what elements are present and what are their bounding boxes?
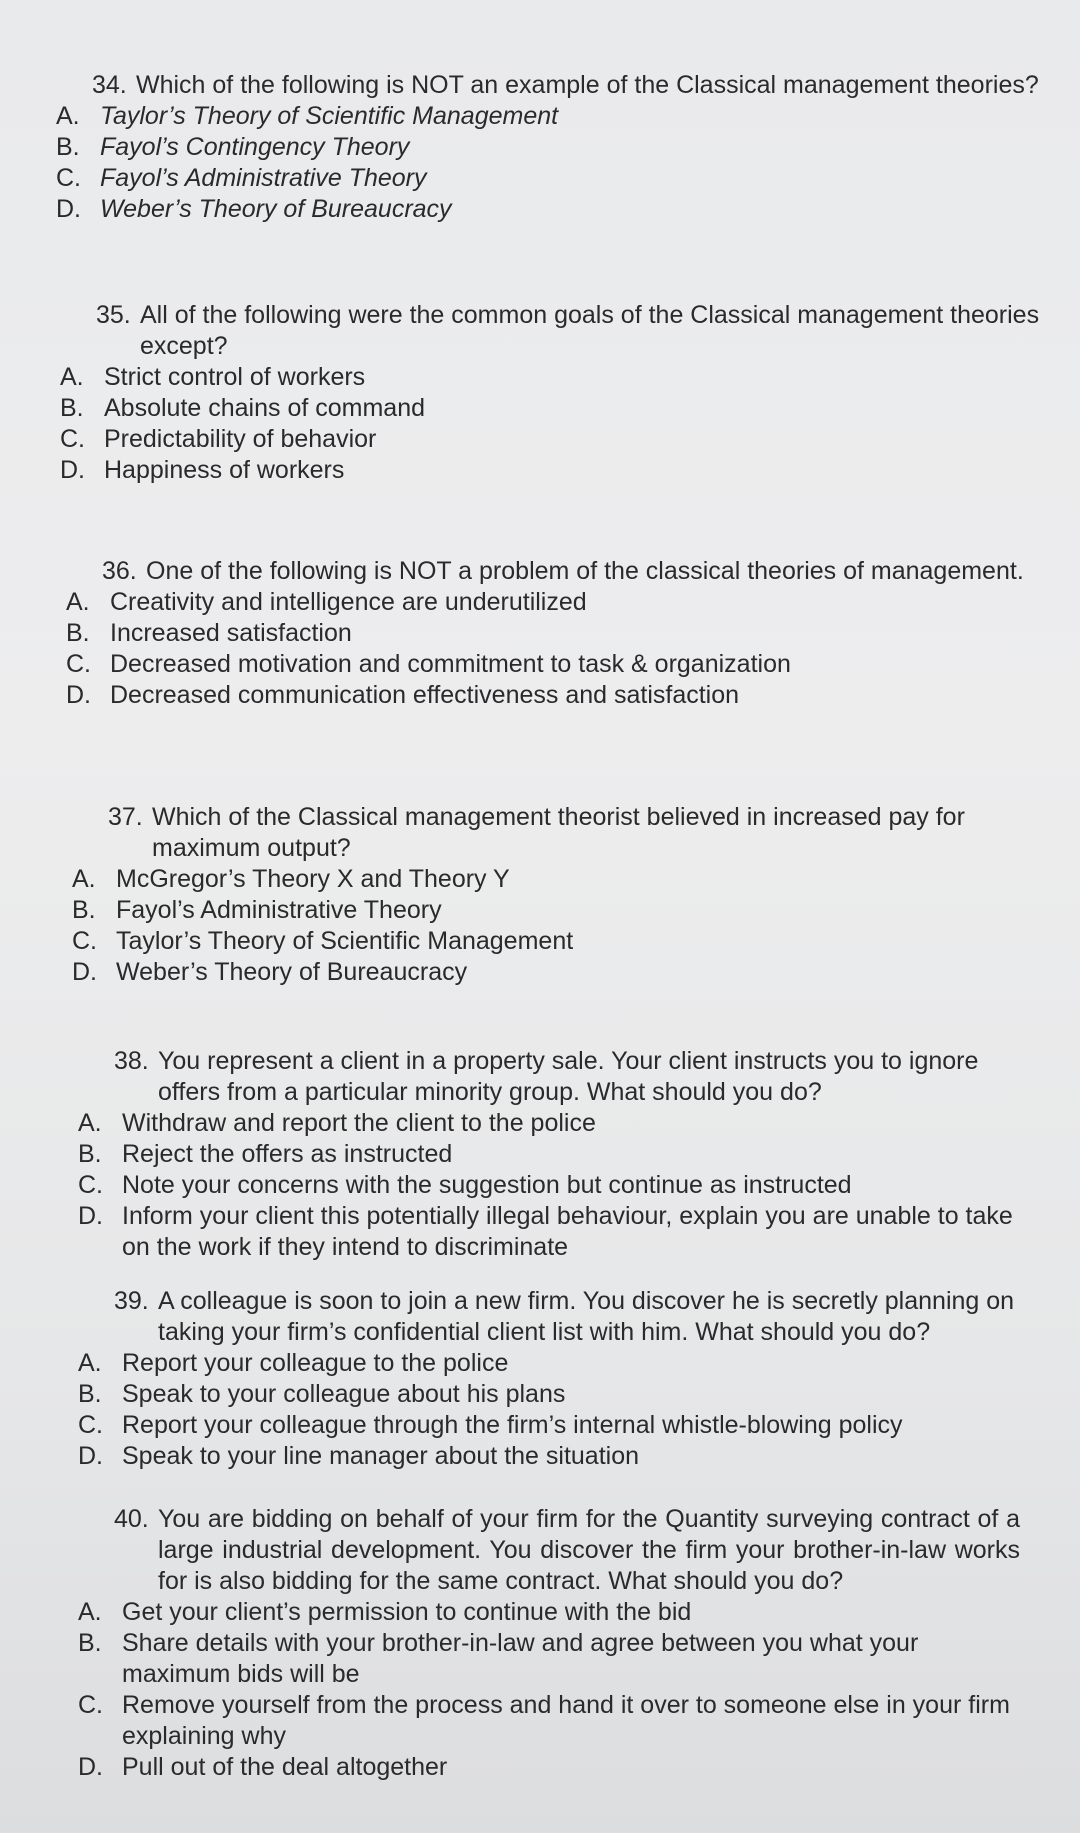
option-c xyxy=(60,424,1042,455)
option-letter: C. xyxy=(56,164,81,192)
question-36 xyxy=(66,556,1032,711)
option-text: Note your concerns with the suggestion but continue as instructed xyxy=(122,1171,852,1199)
option-text: Fayol’s Contingency Theory xyxy=(100,133,410,161)
option-letter: D. xyxy=(78,1753,103,1781)
option-letter: A. xyxy=(66,588,90,616)
option-text: Fayol’s Administrative Theory xyxy=(116,896,442,924)
question-number: 36. xyxy=(102,557,137,585)
option-letter: D. xyxy=(72,958,97,986)
option-list xyxy=(66,587,1032,711)
option-text: Inform your client this potentially illegal behaviour, explain you are unable to take on the work if they intend to discriminate xyxy=(122,1202,1013,1261)
option-d xyxy=(78,1201,1032,1263)
option-letter: D. xyxy=(78,1202,103,1230)
option-text: Taylor’s Theory of Scientific Management xyxy=(116,927,574,955)
option-a xyxy=(78,1108,1032,1139)
option-a xyxy=(78,1348,1032,1379)
option-letter: A. xyxy=(78,1349,102,1377)
option-text: Creativity and intelligence are underutilized xyxy=(110,588,587,616)
option-text: Get your client’s permission to continue with the bid xyxy=(122,1598,692,1626)
option-letter: B. xyxy=(60,394,84,422)
option-text: Increased satisfaction xyxy=(110,619,352,647)
option-list xyxy=(78,1348,1032,1472)
option-text: Speak to your line manager about the situation xyxy=(122,1442,640,1470)
option-list xyxy=(60,362,1042,486)
option-b xyxy=(60,393,1042,424)
option-letter: A. xyxy=(78,1598,102,1626)
question-40 xyxy=(78,1504,1020,1783)
option-text: Reject the offers as instructed xyxy=(122,1140,453,1168)
option-letter: B. xyxy=(78,1380,102,1408)
question-number: 38. xyxy=(114,1047,149,1075)
question-text: A colleague is soon to join a new firm. You discover he is secretly planning on taking your firm’s confidential client list with him. What should you do? xyxy=(158,1287,1015,1346)
option-letter: D. xyxy=(60,456,85,484)
option-letter: B. xyxy=(56,133,80,161)
option-text: Strict control of workers xyxy=(104,363,366,391)
option-letter: A. xyxy=(72,865,96,893)
option-letter: C. xyxy=(60,425,85,453)
option-d xyxy=(60,455,1042,486)
option-c xyxy=(56,163,1042,194)
question-number: 34. xyxy=(92,71,127,99)
question-stem xyxy=(102,556,1032,587)
option-c xyxy=(72,926,1038,957)
option-b xyxy=(66,618,1032,649)
option-text: Predictability of behavior xyxy=(104,425,377,453)
option-d xyxy=(78,1752,1020,1783)
option-d xyxy=(78,1441,1032,1472)
option-a xyxy=(78,1597,1020,1628)
option-b xyxy=(78,1379,1032,1410)
question-stem xyxy=(114,1504,1020,1597)
question-text: All of the following were the common goals of the Classical management theories except? xyxy=(140,301,1040,360)
option-text: Weber’s Theory of Bureaucracy xyxy=(116,958,468,986)
question-stem xyxy=(114,1286,1032,1348)
question-number: 40. xyxy=(114,1505,149,1533)
option-letter: A. xyxy=(56,102,80,130)
option-letter: B. xyxy=(72,896,96,924)
question-34 xyxy=(56,70,1042,225)
option-a xyxy=(66,587,1032,618)
option-text: Decreased communication effectiveness and satisfaction xyxy=(110,681,740,709)
option-text: Happiness of workers xyxy=(104,456,345,484)
option-letter: C. xyxy=(72,927,97,955)
option-text: Report your colleague to the police xyxy=(122,1349,509,1377)
option-a xyxy=(60,362,1042,393)
question-stem xyxy=(92,70,1042,101)
option-d xyxy=(66,680,1032,711)
option-letter: C. xyxy=(78,1691,103,1719)
option-c xyxy=(78,1170,1032,1201)
option-d xyxy=(72,957,1038,988)
question-stem xyxy=(108,802,1038,864)
option-text: Share details with your brother-in-law and agree between you what your maximum bids will be xyxy=(122,1629,919,1688)
question-number: 37. xyxy=(108,803,143,831)
option-b xyxy=(72,895,1038,926)
option-text: Speak to your colleague about his plans xyxy=(122,1380,566,1408)
option-a xyxy=(56,101,1042,132)
question-39 xyxy=(78,1286,1032,1472)
option-list xyxy=(72,864,1038,988)
question-number: 35. xyxy=(96,301,131,329)
option-letter: D. xyxy=(78,1442,103,1470)
option-c xyxy=(78,1690,1020,1752)
option-letter: B. xyxy=(66,619,90,647)
option-letter: A. xyxy=(60,363,84,391)
option-text: Taylor’s Theory of Scientific Management xyxy=(100,102,559,130)
option-text: Remove yourself from the process and hand it over to someone else in your firm explaining why xyxy=(122,1691,1010,1750)
question-text: You are bidding on behalf of your firm for the Quantity surveying contract of a large industrial development. You discover the firm your brother-in-law works for is also bidding for the same contract. What should you do? xyxy=(158,1505,1020,1595)
option-letter: C. xyxy=(78,1411,103,1439)
option-letter: B. xyxy=(78,1140,102,1168)
option-list xyxy=(78,1108,1032,1263)
question-text: One of the following is NOT a problem of the classical theories of management. xyxy=(146,557,1024,585)
option-text: Fayol’s Administrative Theory xyxy=(100,164,427,192)
option-a xyxy=(72,864,1038,895)
option-text: Absolute chains of command xyxy=(104,394,426,422)
option-list xyxy=(78,1597,1020,1783)
option-text: Report your colleague through the firm’s internal whistle-blowing policy xyxy=(122,1411,903,1439)
option-d xyxy=(56,194,1042,225)
option-text: Decreased motivation and commitment to task & organization xyxy=(110,650,791,678)
option-b xyxy=(78,1139,1032,1170)
option-c xyxy=(66,649,1032,680)
question-text: You represent a client in a property sale. Your client instructs you to ignore offers from a particular minority group. What should you do? xyxy=(158,1047,979,1106)
option-b xyxy=(78,1628,1020,1690)
option-letter: C. xyxy=(78,1171,103,1199)
question-37 xyxy=(72,802,1038,988)
option-c xyxy=(78,1410,1032,1441)
question-text: Which of the following is NOT an example of the Classical management theories? xyxy=(136,71,1039,99)
option-letter: B. xyxy=(78,1629,102,1657)
question-stem xyxy=(96,300,1042,362)
question-stem xyxy=(114,1046,1032,1108)
question-text: Which of the Classical management theorist believed in increased pay for maximum output? xyxy=(152,803,965,862)
option-letter: A. xyxy=(78,1109,102,1137)
question-35 xyxy=(60,300,1042,486)
question-number: 39. xyxy=(114,1287,149,1315)
option-list xyxy=(56,101,1042,225)
option-letter: C. xyxy=(66,650,91,678)
question-38 xyxy=(78,1046,1032,1263)
option-text: Pull out of the deal altogether xyxy=(122,1753,448,1781)
option-text: Weber’s Theory of Bureaucracy xyxy=(100,195,452,223)
option-b xyxy=(56,132,1042,163)
option-letter: D. xyxy=(56,195,81,223)
option-letter: D. xyxy=(66,681,91,709)
option-text: McGregor’s Theory X and Theory Y xyxy=(116,865,510,893)
option-text: Withdraw and report the client to the police xyxy=(122,1109,596,1137)
